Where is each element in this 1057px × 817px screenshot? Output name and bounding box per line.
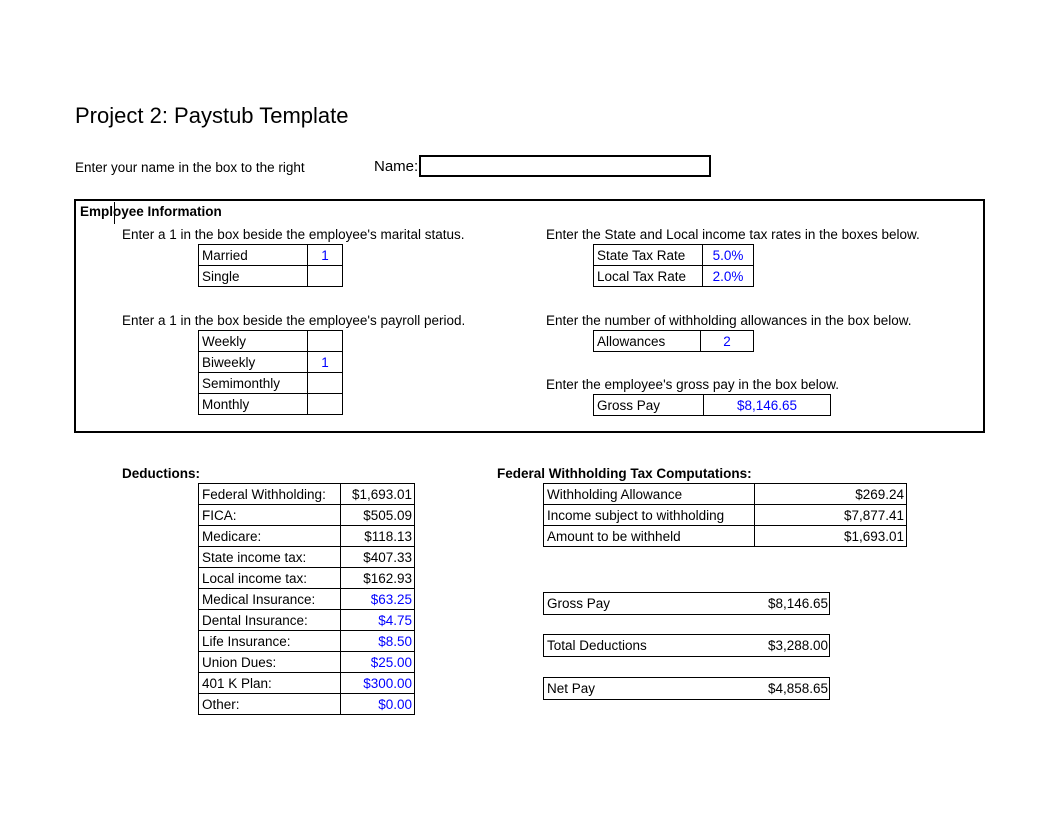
cell-label: Income subject to withholding <box>544 505 755 526</box>
marital-status-instruction: Enter a 1 in the box beside the employee's marital status. <box>122 227 465 242</box>
allowances-instruction: Enter the number of withholding allowances in the box below. <box>546 313 912 328</box>
tax-rates-table <box>593 244 754 287</box>
summary-total-deductions-box <box>543 634 830 657</box>
cell-value[interactable] <box>308 331 343 352</box>
cell-label: State Tax Rate <box>594 245 703 266</box>
tax-rates-instruction: Enter the State and Local income tax rates in the boxes below. <box>546 227 920 242</box>
cell-value[interactable]: $25.00 <box>341 652 415 673</box>
table-row <box>199 589 415 610</box>
allowances-table <box>593 330 754 352</box>
summary-gross-pay-box <box>543 592 830 615</box>
table-row <box>544 505 907 526</box>
cell-label: Other: <box>199 694 341 715</box>
cell-label: Biweekly <box>199 352 308 373</box>
table-row <box>594 245 754 266</box>
table-row <box>199 526 415 547</box>
table-row <box>199 484 415 505</box>
table-row <box>199 568 415 589</box>
cell-label: State income tax: <box>199 547 341 568</box>
cell-value[interactable]: $300.00 <box>341 673 415 694</box>
deductions-table <box>198 483 415 715</box>
cell-value: $1,693.01 <box>341 484 415 505</box>
cell-value[interactable] <box>308 266 343 287</box>
employee-information-title: Employee Information <box>80 204 222 219</box>
cell-value: $7,877.41 <box>755 505 907 526</box>
table-row <box>199 610 415 631</box>
cell-label: 401 K Plan: <box>199 673 341 694</box>
payroll-period-instruction: Enter a 1 in the box beside the employee's payroll period. <box>122 313 466 328</box>
summary-label: Total Deductions <box>547 638 647 653</box>
table-row <box>199 547 415 568</box>
cell-value[interactable]: 2.0% <box>703 266 754 287</box>
summary-label: Net Pay <box>547 681 596 696</box>
table-row <box>199 373 343 394</box>
gross-pay-input-table <box>593 394 831 416</box>
table-row <box>199 245 343 266</box>
summary-net-pay-box <box>543 677 830 700</box>
cell-value[interactable]: 1 <box>308 245 343 266</box>
table-row <box>199 505 415 526</box>
cell-label: Medicare: <box>199 526 341 547</box>
name-label: Name: <box>374 158 419 175</box>
summary-value: $4,858.65 <box>767 681 828 696</box>
cell-label: Single <box>199 266 308 287</box>
table-row <box>199 652 415 673</box>
marital-status-table <box>198 244 343 287</box>
cell-value[interactable]: $63.25 <box>341 589 415 610</box>
summary-label: Gross Pay <box>547 596 611 611</box>
table-row <box>594 266 754 287</box>
cell-label: Medical Insurance: <box>199 589 341 610</box>
cell-value: $1,693.01 <box>755 526 907 547</box>
table-row <box>199 266 343 287</box>
cell-label: Federal Withholding: <box>199 484 341 505</box>
cell-label: FICA: <box>199 505 341 526</box>
cell-label: Weekly <box>199 331 308 352</box>
table-row <box>544 526 907 547</box>
name-instruction: Enter your name in the box to the right <box>75 160 305 175</box>
table-row <box>199 331 343 352</box>
cell-label: Semimonthly <box>199 373 308 394</box>
cell-value: $505.09 <box>341 505 415 526</box>
table-row <box>199 631 415 652</box>
deductions-title: Deductions: <box>122 466 201 481</box>
table-row <box>594 395 831 416</box>
cell-label: Amount to be withheld <box>544 526 755 547</box>
cell-value: $162.93 <box>341 568 415 589</box>
gross-pay-instruction: Enter the employee's gross pay in the box below. <box>546 377 839 392</box>
page-title: Project 2: Paystub Template <box>75 103 349 128</box>
table-row <box>544 484 907 505</box>
cell-label: Allowances <box>594 331 701 352</box>
table-row <box>594 331 754 352</box>
cell-label: Local Tax Rate <box>594 266 703 287</box>
cell-value[interactable] <box>308 394 343 415</box>
cell-label: Gross Pay <box>594 395 704 416</box>
cell-value: $118.13 <box>341 526 415 547</box>
payroll-period-table <box>198 330 343 415</box>
cell-value[interactable]: $8.50 <box>341 631 415 652</box>
name-input[interactable] <box>419 155 711 177</box>
cell-label: Monthly <box>199 394 308 415</box>
cell-value[interactable]: 1 <box>308 352 343 373</box>
cell-value[interactable]: 2 <box>701 331 754 352</box>
table-row <box>199 673 415 694</box>
cell-label: Union Dues: <box>199 652 341 673</box>
summary-value: $3,288.00 <box>767 638 828 653</box>
cell-label: Withholding Allowance <box>544 484 755 505</box>
cell-label: Life Insurance: <box>199 631 341 652</box>
cell-value[interactable]: $0.00 <box>341 694 415 715</box>
table-row <box>199 352 343 373</box>
cell-value[interactable] <box>308 373 343 394</box>
cell-value: $269.24 <box>755 484 907 505</box>
table-row <box>199 694 415 715</box>
federal-computations-title: Federal Withholding Tax Computations: <box>497 466 752 481</box>
cell-value: $407.33 <box>341 547 415 568</box>
cell-label: Married <box>199 245 308 266</box>
table-row <box>199 394 343 415</box>
cell-value[interactable]: $8,146.65 <box>704 395 831 416</box>
federal-computations-table <box>543 483 907 547</box>
cell-label: Dental Insurance: <box>199 610 341 631</box>
cell-value[interactable]: 5.0% <box>703 245 754 266</box>
cell-label: Local income tax: <box>199 568 341 589</box>
cell-value[interactable]: $4.75 <box>341 610 415 631</box>
summary-value: $8,146.65 <box>767 596 828 611</box>
